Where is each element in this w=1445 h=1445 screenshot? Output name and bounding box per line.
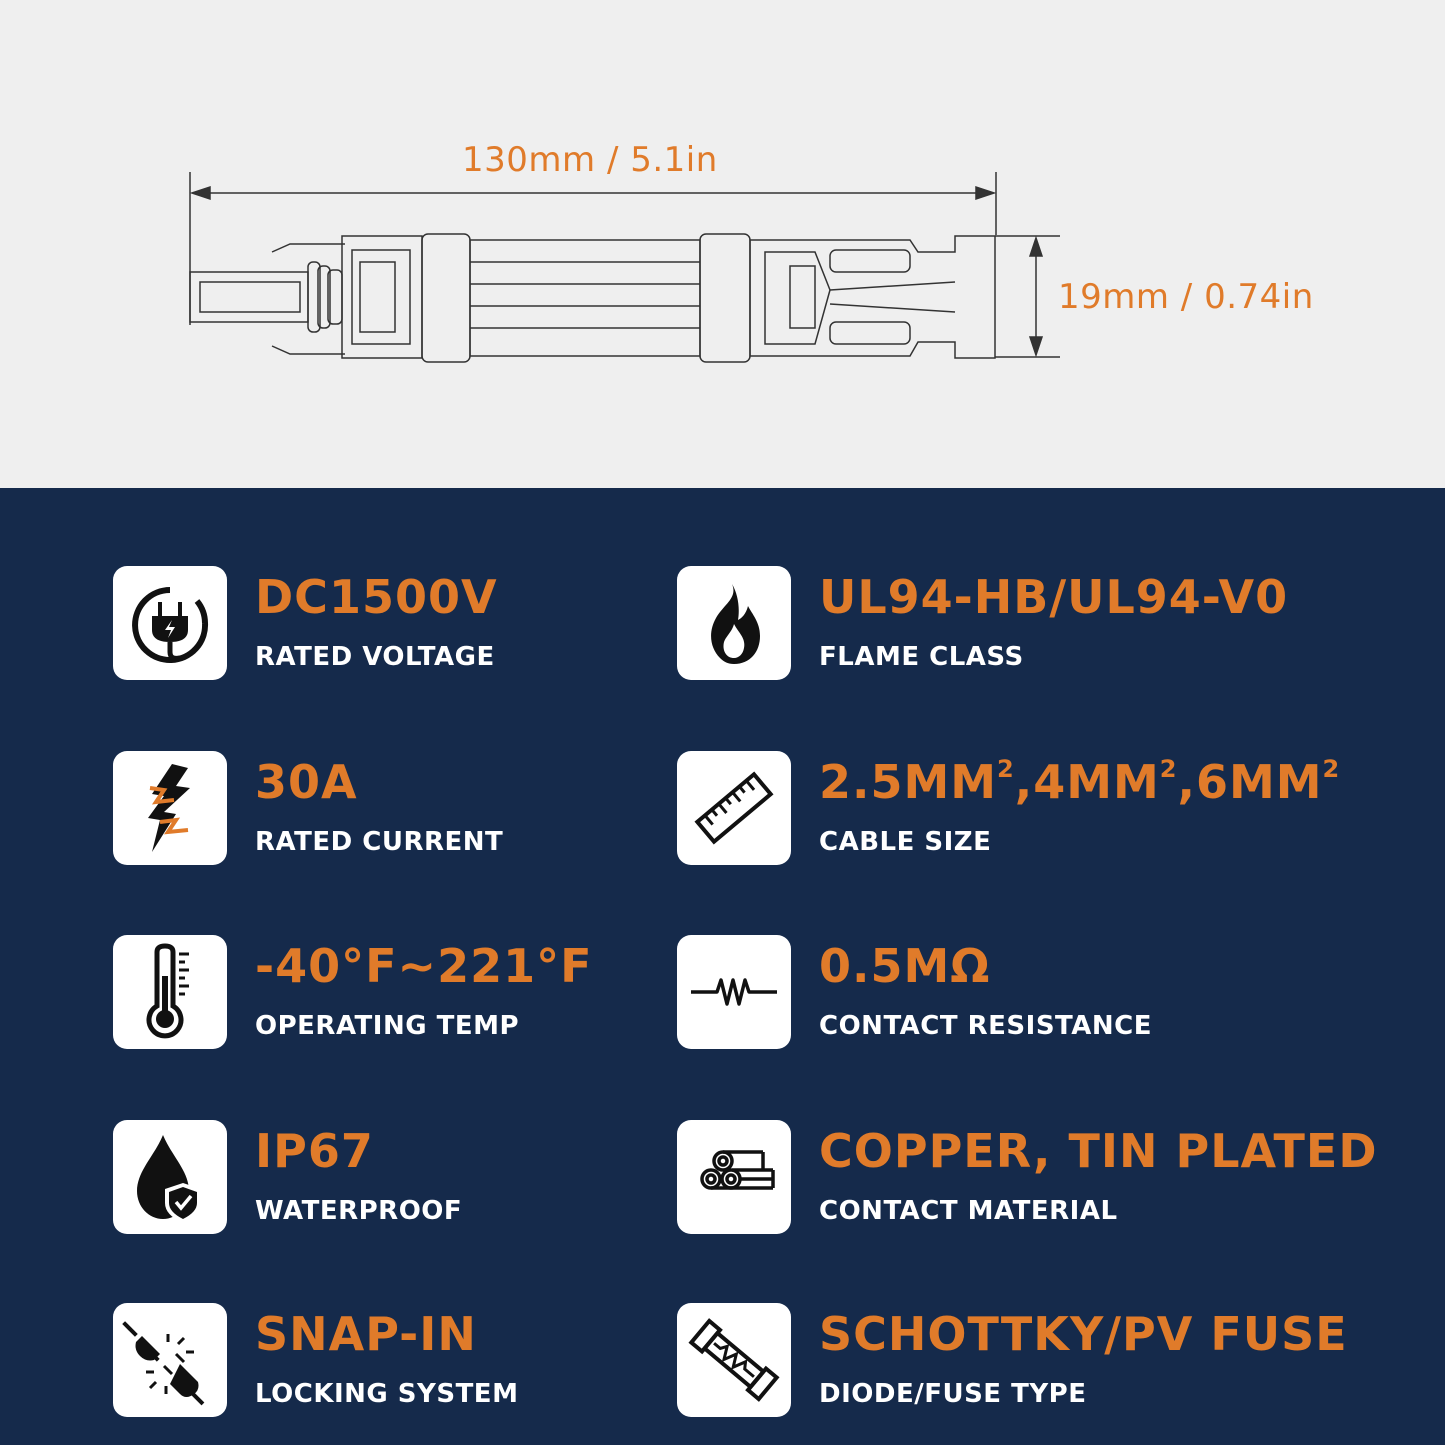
spec-label: DIODE/FUSE TYPE xyxy=(819,1379,1087,1409)
spec-value: COPPER, TIN PLATED xyxy=(819,1124,1378,1178)
fuse-icon xyxy=(677,1303,791,1417)
power-plug-icon xyxy=(113,566,227,680)
flame-icon xyxy=(677,566,791,680)
spec-label: CONTACT MATERIAL xyxy=(819,1196,1118,1226)
spec-value: UL94-HB/UL94-V0 xyxy=(819,570,1289,624)
resistor-icon xyxy=(677,935,791,1049)
spec-value: SCHOTTKY/PV FUSE xyxy=(819,1307,1348,1361)
specs-panel xyxy=(0,488,1445,1445)
spec-value: DC1500V xyxy=(255,570,498,624)
product-diagram-section xyxy=(0,0,1445,488)
thermometer-icon xyxy=(113,935,227,1049)
spec-label: WATERPROOF xyxy=(255,1196,463,1226)
spec-label: LOCKING SYSTEM xyxy=(255,1379,519,1409)
spec-label: CONTACT RESISTANCE xyxy=(819,1011,1152,1041)
spec-label: RATED CURRENT xyxy=(255,827,504,857)
lightning-bolt-icon xyxy=(113,751,227,865)
length-dimension-label: 130mm / 5.1in xyxy=(462,140,718,180)
diameter-dimension-label: 19mm / 0.74in xyxy=(1058,277,1314,317)
spec-value: $2.5MM^2,4MM^2,6MM^2$ xyxy=(819,755,1341,809)
spec-label: FLAME CLASS xyxy=(819,642,1024,672)
plug-connect-icon xyxy=(113,1303,227,1417)
water-drop-shield-icon xyxy=(113,1120,227,1234)
spec-value: -40°F~221°F xyxy=(255,939,593,993)
spec-label: CABLE SIZE xyxy=(819,827,992,857)
copper-pipes-icon xyxy=(677,1120,791,1234)
ruler-icon xyxy=(677,751,791,865)
spec-label: OPERATING TEMP xyxy=(255,1011,520,1041)
spec-value: SNAP-IN xyxy=(255,1307,477,1361)
spec-value: IP67 xyxy=(255,1124,374,1178)
spec-value: 0.5MΩ xyxy=(819,939,991,993)
connector-drawing xyxy=(0,0,1445,488)
spec-label: RATED VOLTAGE xyxy=(255,642,495,672)
spec-value: 30A xyxy=(255,755,358,809)
